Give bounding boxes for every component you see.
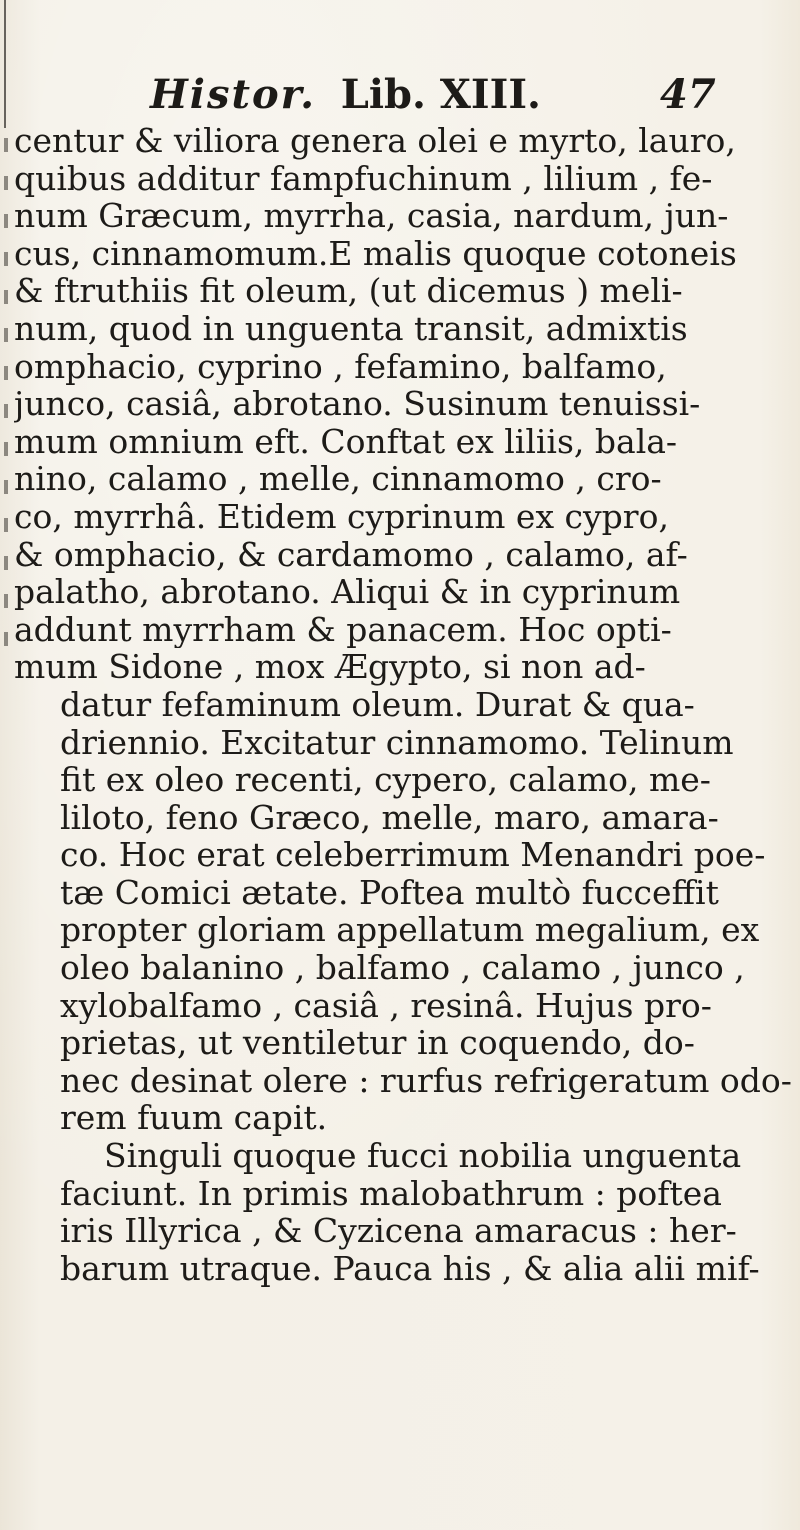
text-line: quibus additur fampfuchinum , lilium , fe-: [14, 159, 713, 198]
text-line: barum utraque. Pauca his , & alia alii mif-: [60, 1249, 760, 1288]
text-line: nec desinat olere : rurfus refrigeratum odo-: [60, 1061, 792, 1100]
text-line: mum Sidone , mox Ægypto, si non ad-: [14, 648, 646, 686]
page-number: 47: [660, 71, 716, 118]
text-line: co. Hoc erat celeberrimum Menandri poe-: [60, 836, 766, 874]
text-line: junco, casiâ, abrotano. Susinum tenuissi-: [14, 385, 701, 423]
header-title: Histor.: [150, 71, 316, 118]
text-line: xylobalfamo , casiâ , resinâ. Hujus pro-: [60, 986, 712, 1025]
text-line: liloto, feno Græco, melle, maro, amara-: [60, 798, 719, 837]
running-header: [150, 70, 790, 120]
text-line: addunt myrrham & panacem. Hoc opti-: [14, 610, 672, 649]
text-line: num Græcum, myrrha, casia, nardum, jun-: [14, 197, 729, 235]
text-line: num, quod in unguenta transit, admixtis: [14, 309, 688, 348]
text-line: oleo balanino , balfamo , calamo , junco ,: [60, 949, 745, 987]
text-line: prietas, ut ventiletur in coquendo, do-: [60, 1024, 695, 1062]
text-line: & omphacio, & cardamomo , calamo, af-: [14, 535, 688, 574]
text-line: centur & viliora genera olei e myrto, lauro,: [14, 122, 736, 160]
body-text: [14, 122, 794, 1287]
text-line: palatho, abrotano. Aliqui & in cyprinum: [14, 573, 681, 611]
text-line: fit ex oleo recenti, cypero, calamo, me-: [60, 761, 711, 799]
text-line: co, myrrhâ. Etidem cyprinum ex cypro,: [14, 497, 669, 536]
text-line: iris Illyrica , & Cyzicena amaracus : her-: [60, 1212, 737, 1250]
text-line: datur fefaminum oleum. Durat & qua-: [60, 685, 695, 724]
text-line: nino, calamo , melle, cinnamomo , cro-: [14, 460, 662, 498]
text-line: driennio. Excitatur cinnamomo. Telinum: [60, 723, 734, 762]
text-line: & ftruthiis fit oleum, (ut dicemus ) meli-: [14, 272, 683, 310]
text-line: cus, cinnamomum.E malis quoque cotoneis: [14, 234, 737, 273]
text-line: rem fuum capit.: [60, 1099, 328, 1138]
text-line: faciunt. In primis malobathrum : poftea: [60, 1174, 722, 1213]
text-line: propter gloriam appellatum megalium, ex: [60, 911, 760, 950]
text-line: omphacio, cyprino , fefamino, balfamo,: [14, 347, 667, 386]
text-line: tæ Comici ætate. Poftea multò fucceffit: [60, 873, 719, 912]
text-line: mum omnium eft. Conftat ex liliis, bala-: [14, 422, 678, 461]
margin-quote-marks: [0, 0, 12, 700]
header-book: Lib. XIII.: [340, 71, 541, 118]
text-line: Singuli quoque fucci nobilia unguenta: [104, 1137, 742, 1175]
